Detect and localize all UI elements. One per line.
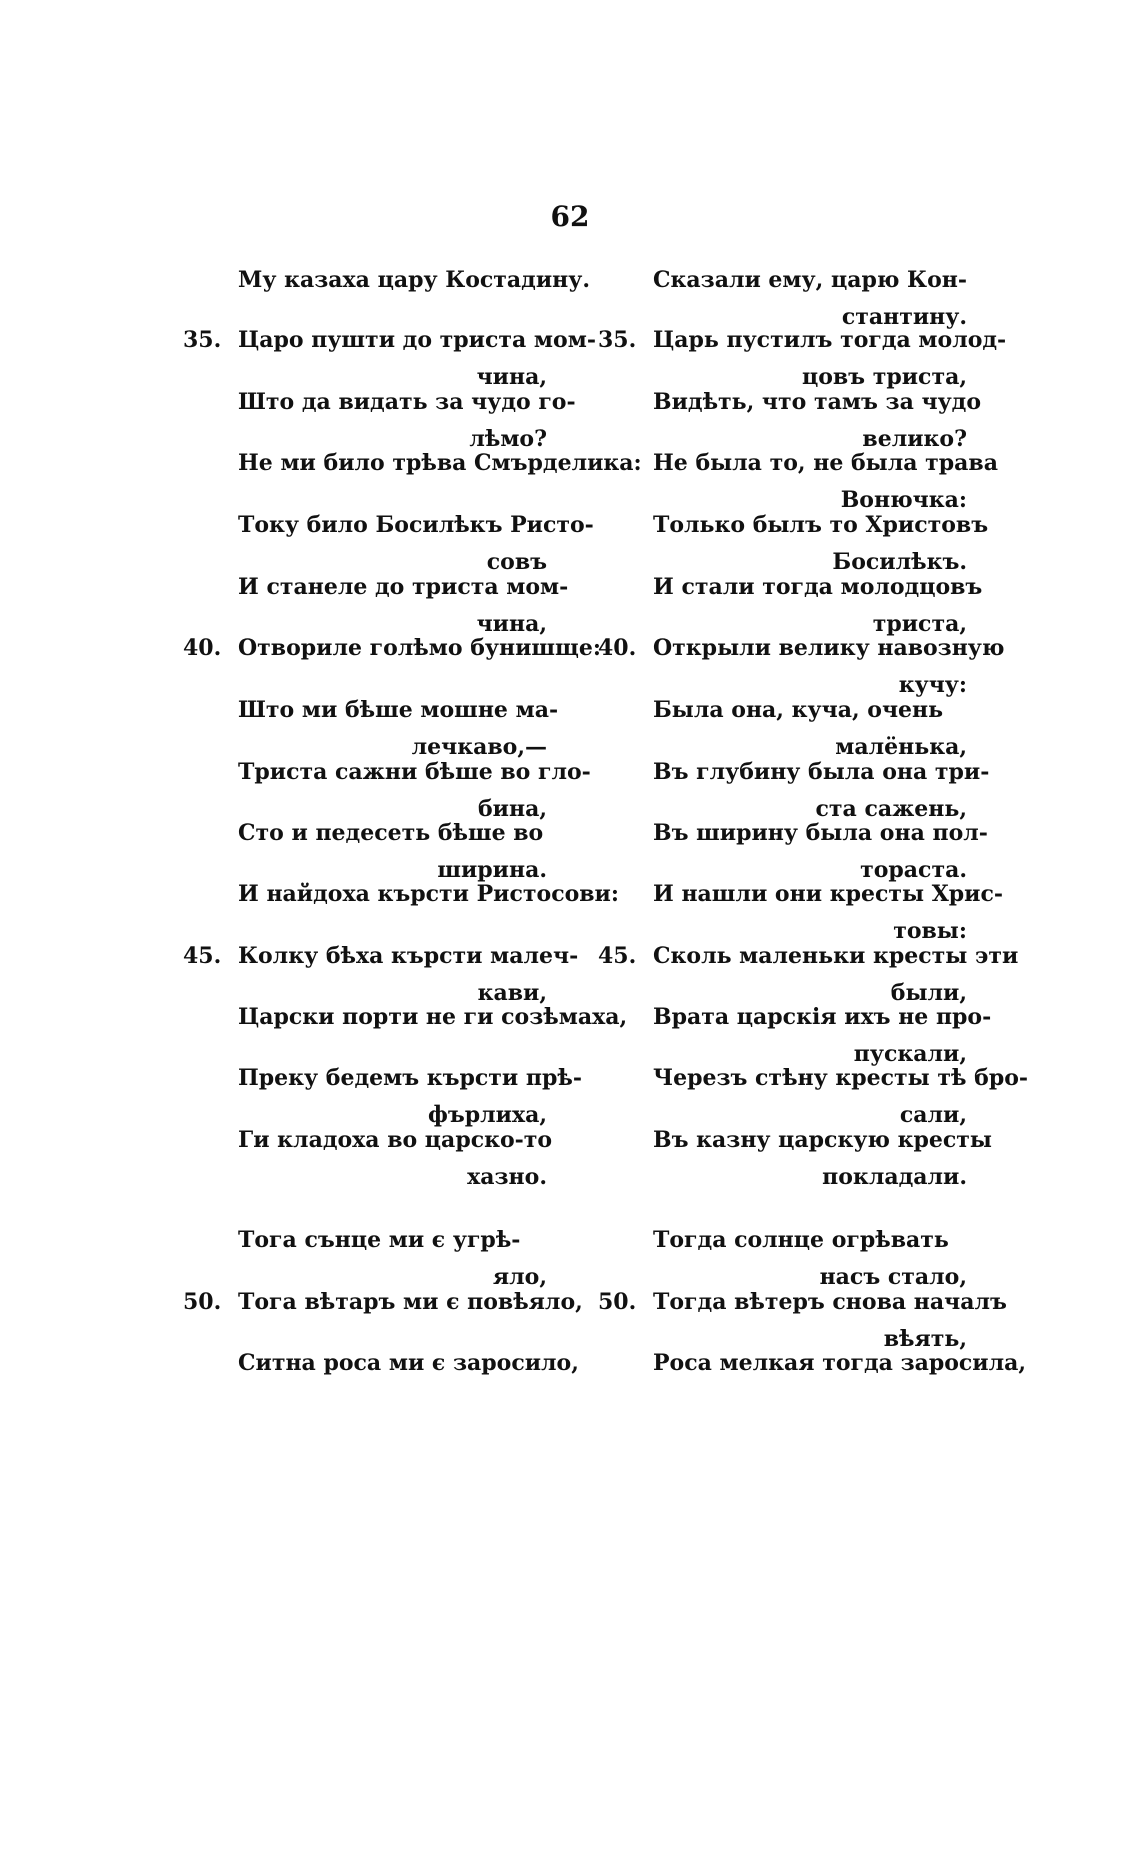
verse-line: И нашли они кресты Хрис- [653, 881, 1003, 907]
verse-line: Не ми било трѣва Смърделика: [238, 450, 642, 476]
verse-line: Што да видать за чудо го- [238, 389, 576, 415]
verse-line: Въ казну царскую кресты [653, 1127, 992, 1153]
verse-line: Току било Босилѣкъ Ристо- [238, 512, 594, 538]
verse-line-continuation: были, [890, 980, 967, 1006]
verse-line: Сто и педесеть бѣше во [238, 820, 544, 846]
verse-line-continuation: лечкаво,— [411, 734, 547, 760]
verse-line: Въ ширину была она пол- [653, 820, 988, 846]
verse-line-continuation: товы: [893, 918, 967, 944]
verse-line-continuation: Вонючка: [840, 487, 967, 513]
page-number: 62 [550, 200, 590, 233]
verse-line: Сказали ему, царю Кон- [653, 267, 967, 293]
verse-number: 40. [183, 635, 222, 661]
verse-line: Только былъ то Христовъ [653, 512, 989, 538]
verse-line: Тогда солнце огрѣвать [653, 1227, 949, 1253]
verse-line: Ситна роса ми є заросило, [238, 1350, 579, 1376]
verse-number: 35. [183, 327, 222, 353]
verse-line-continuation: чина, [476, 611, 547, 637]
verse-line: Тогда вѣтеръ снова началъ [653, 1289, 1007, 1315]
verse-line-continuation: совъ [486, 549, 547, 575]
verse-number: 50. [598, 1289, 637, 1315]
verse [175, 999, 628, 1036]
verse-line-continuation: бина, [477, 796, 547, 822]
verse-line-continuation: сали, [899, 1102, 967, 1128]
verse-line-continuation: велико? [862, 426, 967, 452]
verse-line: И стали тогда молодцовъ [653, 574, 983, 600]
verse-line: Тога сънце ми є угрѣ- [238, 1227, 521, 1253]
verse-line-continuation: тораста. [860, 857, 967, 883]
verse-line: Въ глубину была она три- [653, 759, 990, 785]
verse-line-continuation: фърлиха, [428, 1102, 547, 1128]
verse-line: Тога вѣтаръ ми є повѣяло, [238, 1289, 583, 1315]
verse-line: Царски порти не ги созѣмаха, [238, 1004, 628, 1030]
verse-line-continuation: насъ стало, [819, 1264, 967, 1290]
verse-line-continuation: кави, [477, 980, 547, 1006]
verse-line: Не была то, не была трава [653, 450, 998, 476]
verse-line-continuation: малёнька, [835, 734, 967, 760]
verse-line-continuation: покладали. [822, 1164, 967, 1190]
verse [175, 630, 601, 667]
verse-line-continuation: стантину. [841, 304, 967, 330]
verse-line: Отвориле голѣмо бунишще: [238, 635, 601, 661]
verse-line-continuation: Босилѣкъ. [832, 549, 967, 575]
verse-line: Черезъ стѣну кресты тѣ бро- [653, 1065, 1029, 1091]
verse-line-continuation: цовъ триста, [801, 364, 967, 390]
verse-line-continuation: триста, [872, 611, 967, 637]
verse-line: Была она, куча, очень [653, 697, 944, 723]
verse [175, 1345, 579, 1382]
verse [590, 1122, 992, 1196]
verse-line: Што ми бѣше мошне ма- [238, 697, 559, 723]
verse-line: Врата царскія ихъ не про- [653, 1004, 992, 1030]
verse-line: И найдоха кърсти Ристосови: [238, 881, 619, 907]
verse-number: 40. [598, 635, 637, 661]
verse-line: И станеле до триста мом- [238, 574, 569, 600]
verse-line-continuation: ширина. [437, 857, 547, 883]
verse-line-continuation: чина, [476, 364, 547, 390]
verse-line: Преку бедемъ кърсти прѣ- [238, 1065, 582, 1091]
verse-number: 35. [598, 327, 637, 353]
verse-line: Видѣть, что тамъ за чудо [653, 389, 982, 415]
verse-number: 50. [183, 1289, 222, 1315]
verse-line-continuation: яло, [492, 1264, 547, 1290]
verse-line: Триста сажни бѣше во гло- [238, 759, 591, 785]
verse-line: Царь пустилъ тогда молод- [653, 327, 1007, 353]
verse-line: Открыли велику навозную [653, 635, 1005, 661]
verse-line: Сколь маленьки кресты эти [653, 943, 1019, 969]
verse-number: 45. [598, 943, 637, 969]
verse [175, 445, 642, 482]
verse [175, 262, 590, 299]
verse [590, 1345, 1027, 1382]
verse-line-continuation: кучу: [898, 672, 967, 698]
verse [175, 876, 619, 913]
verse-line-continuation: пускали, [853, 1041, 967, 1067]
verse-line-continuation: вѣять, [883, 1326, 967, 1352]
verse-line: Ги кладоха во царско-то [238, 1127, 553, 1153]
verse-line: Роса мелкая тогда заросила, [653, 1350, 1027, 1376]
verse [175, 1122, 555, 1196]
verse-line-continuation: хазно. [467, 1164, 547, 1190]
verse-line-continuation: лѣмо? [469, 426, 547, 452]
verse [175, 1284, 583, 1321]
verse-line-continuation: ста сажень, [815, 796, 967, 822]
verse-line: Царо пушти до триста мом- [238, 327, 596, 353]
verse-number: 45. [183, 943, 222, 969]
verse-line: Му казаха цару Костадину. [238, 267, 590, 293]
verse-line: Колку бѣха кърсти малеч- [238, 943, 579, 969]
